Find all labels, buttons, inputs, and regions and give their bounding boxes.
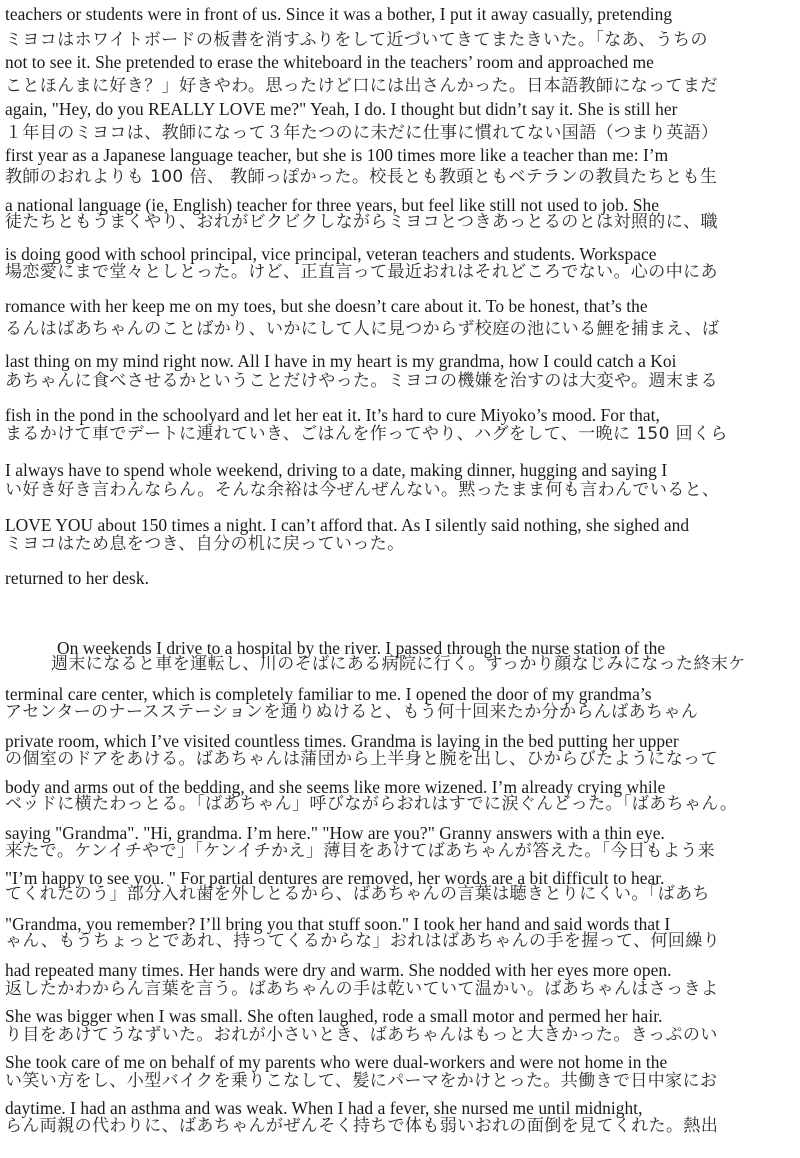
text-line: の個室のドアをあける。ばあちゃんは蒲団から上半身と腕を出し、ひからびたようになって	[5, 749, 718, 769]
text-line: body and arms out of the bedding, and she seems like more wizened. I’m already crying while	[5, 777, 666, 797]
text-line: first year as a Japanese language teacher, but she is 100 times more like a teacher than me: I’m	[5, 145, 669, 165]
text-line: again, "Hey, do you REALLY LOVE me?" Yeah, I do. I thought but didn’t say it. She is still her	[5, 99, 678, 119]
text-line: is doing good with school principal, vice principal, veteran teachers and students. Workspace	[5, 244, 657, 264]
text-line: teachers or students were in front of us. Since it was a bother, I put it away casually, pretending	[5, 4, 673, 24]
text-line: had repeated many times. Her hands were dry and warm. She nodded with her eyes more open.	[5, 960, 672, 980]
text-line: 場恋愛にまで堂々としとった。けど、正直言って最近おれはそれどころでない。心の中にあ	[5, 262, 718, 282]
text-line: ことほんまに好き？」好きやわ。思ったけど口には出さんかった。日本語教師になってまだ	[5, 76, 718, 96]
text-line: り目をあけてうなずいた。おれが小さいとき、ばあちゃんはもっと大きかった。きっぷのい	[5, 1025, 718, 1045]
text-line: アセンターのナースステーションを通りぬけると、もう何十回来たか分からんばあちゃん	[5, 702, 699, 722]
text-line: returned to her desk.	[5, 568, 149, 588]
text-line: 教師のおれよりも 100 倍、 教師っぽかった。校長とも教頭ともベテランの教員たちとも生	[5, 167, 718, 187]
text-line: るんはばあちゃんのことばかり、いかにして人に見つからず校庭の池にいる鯉を捕まえ、ば	[5, 319, 720, 339]
text-line: I always have to spend whole weekend, driving to a date, making dinner, hugging and saying I	[5, 460, 668, 480]
text-line: daytime. I had an asthma and was weak. When I had a fever, she nursed me until midnight,	[5, 1098, 643, 1118]
text-line: らん両親の代わりに、ばあちゃんがぜんそく持ちで体も弱いおれの面倒を見てくれた。熱出	[5, 1116, 719, 1136]
text-line: てくれたのう」部分入れ歯を外しとるから、ばあちゃんの言葉は聴きとりにくい。「ばあち	[5, 884, 710, 904]
text-line: terminal care center, which is completely familiar to me. I opened the door of my grandma’s	[5, 684, 652, 704]
text-line: a national language (ie, English) teacher for three years, but feel like still not used to job. She	[5, 195, 659, 215]
text-line: LOVE YOU about 150 times a night. I can’t afford that. As I silently said nothing, she sighed and	[5, 515, 690, 535]
text-line: last thing on my mind right now. All I have in my heart is my grandma, how I could catch a Koi	[5, 351, 677, 371]
text-line: ベッドに横たわっとる。「ばあちゃん」呼びながらおれはすでに涙ぐんどった。「ばあちゃん。	[5, 794, 738, 814]
text-line: private room, which I’ve visited countless times. Grandma is laying in the bed putting her upper	[5, 731, 679, 751]
text-line: ミヨコはため息をつき、自分の机に戻っていった。	[5, 534, 405, 554]
text-line: On weekends I drive to a hospital by the river. I passed through the nurse station of the	[57, 638, 666, 658]
text-line: She took care of me on behalf of my parents who were dual-workers and were not home in the	[5, 1052, 668, 1072]
text-line: She was bigger when I was small. She often laughed, rode a small motor and permed her hair.	[5, 1006, 663, 1026]
text-line: まるかけて車でデートに連れていき、ごはんを作ってやり、ハグをして、一晩に 150 回くら	[5, 424, 728, 444]
text-line: ミヨコはホワイトボードの板書を消すふりをして近づいてきてまたきいた。「なあ、うちの	[5, 30, 708, 50]
text-line: fish in the pond in the schoolyard and let her eat it. It’s hard to cure Miyoko’s mood. For that,	[5, 405, 660, 425]
text-line: "I’m happy to see you. " For partial dentures are removed, her words are a bit difficult to hear.	[5, 868, 665, 888]
text-line: not to see it. She pretended to erase the whiteboard in the teachers’ room and approached me	[5, 52, 654, 72]
text-line: "Grandma, you remember? I’ll bring you that stuff soon." I took her hand and said words that I	[5, 914, 671, 934]
text-line: 来たで。ケンイチやで」「ケンイチかえ」薄目をあけてばあちゃんが答えた。「今日もよう来	[5, 841, 716, 861]
text-line: ゃん、もうちょっとであれ、持ってくるからな」おれはばあちゃんの手を握って、何回繰り	[5, 931, 721, 951]
text-line: 週末になると車を運転し、川のそばにある病院に行く。すっかり顔なじみになった終末ケ	[51, 654, 746, 674]
text-line: い好き好き言わんならん。そんな余裕は今ぜんぜんない。黙ったまま何も言わんでいると、	[5, 480, 720, 500]
text-line: い笑い方をし、小型バイクを乗りこなして、髪にパーマをかけとった。共働きで日中家にお	[5, 1071, 718, 1091]
text-line: romance with her keep me on my toes, but she doesn’t care about it. To be honest, that’s the	[5, 296, 648, 316]
text-line: １年目のミヨコは、教師になって３年たつのに未だに仕事に慣れてない国語（つまり英語）	[5, 123, 719, 143]
text-line: 徒たちともうまくやり、おれがビクビクしながらミヨコとつきあっとるのとは対照的に、職	[5, 212, 718, 232]
text-line: あちゃんに食べさせるかということだけやった。ミヨコの機嫌を治すのは大変や。週末まる	[5, 371, 719, 391]
text-line: 返したかわからん言葉を言う。ばあちゃんの手は乾いていて温かい。ばあちゃんはさっきよ	[5, 979, 719, 999]
text-line: saying "Grandma". "Hi, grandma. I’m here." "How are you?" Granny answers with a thin eye.	[5, 823, 665, 843]
